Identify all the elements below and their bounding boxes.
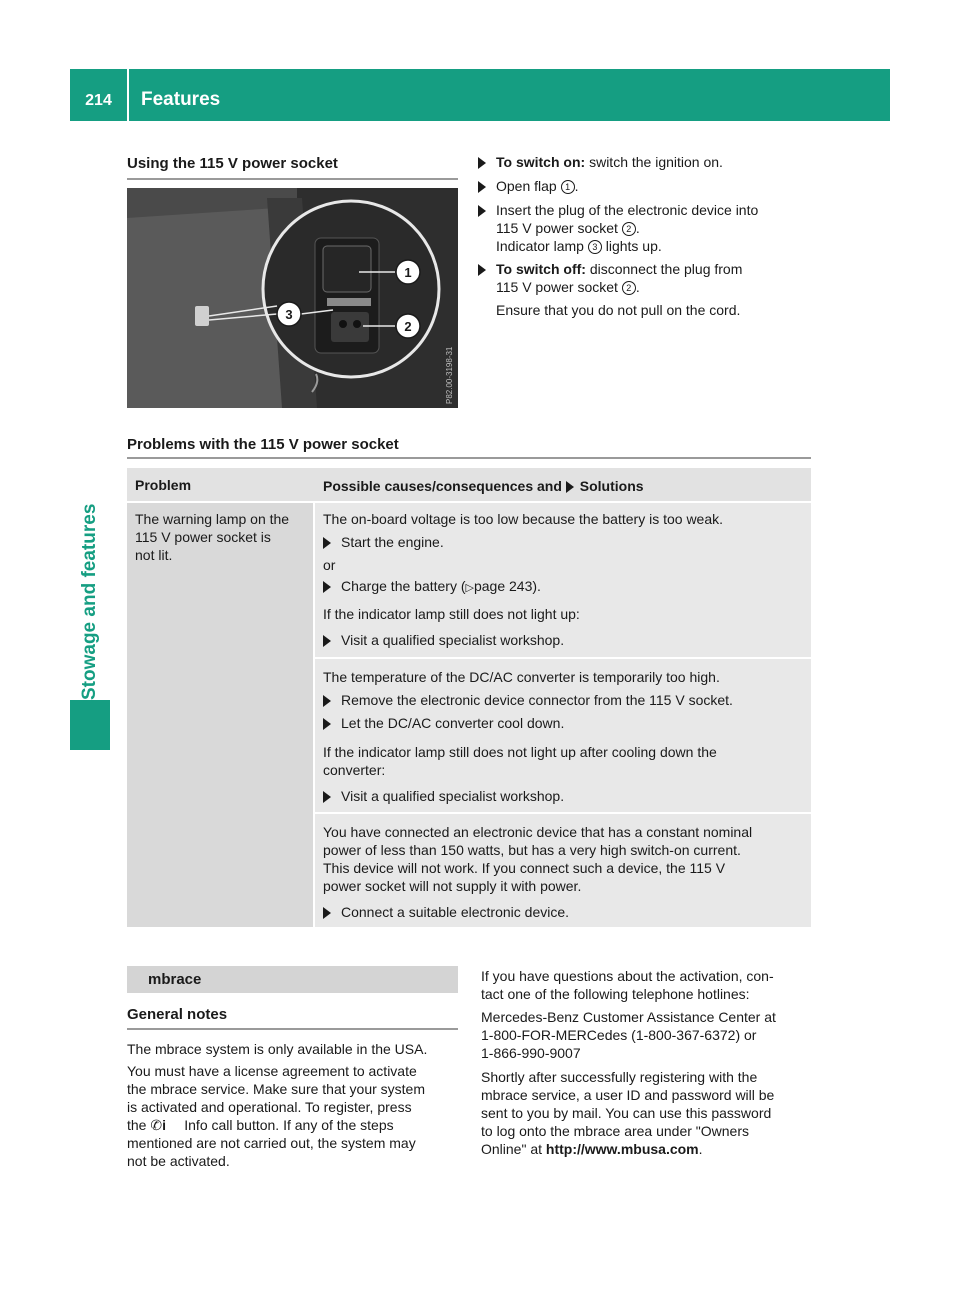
callout-icon: 3 (588, 240, 602, 254)
arrow-icon (478, 181, 486, 193)
socket-illustration (127, 188, 458, 408)
side-tab-marker (70, 700, 110, 750)
arrow-icon (323, 537, 331, 549)
arrow-icon (323, 695, 331, 707)
mbrace-r2: Mercedes-Benz Customer Assistance Center at 1-800-FOR-MERCedes (1-800-367-6372) or 1-866-990-9007 (481, 1009, 776, 1061)
section-heading-problems: Problems with the 115 V power socket (127, 436, 399, 453)
cause-3-text: You have connected an electronic device that has a constant nominal power of less than 150 watts, but has a very high switch-on current. This device will not work. If you connect such a device, the 115 V power socket will not supply it with power. (323, 824, 753, 894)
page-number: 214 (85, 92, 112, 109)
page-header (70, 69, 890, 121)
arrow-icon (478, 157, 486, 169)
callout-icon: 1 (561, 180, 575, 194)
row-separator (315, 812, 811, 814)
cause-2-check: If the indicator lamp still does not light up after cooling down the converter: (323, 744, 717, 778)
heading-rule (127, 178, 458, 180)
arrow-icon (478, 205, 486, 217)
cause-2-step-2: Let the DC/AC converter cool down. (323, 714, 564, 732)
mbusa-link[interactable]: http://www.mbusa.com (545, 1141, 699, 1157)
mbrace-r3: Shortly after successfully registering with the mbrace service, a user ID and password will be sent to you by mail. You can use this password to log onto the mbrace area under "Owners Online" at http://www.mbusa.com. (481, 1069, 775, 1157)
callout-icon: 2 (622, 281, 636, 295)
mbrace-p1: The mbrace system is only available in the USA. (127, 1041, 428, 1057)
cord-note: Ensure that you do not pull on the cord. (496, 302, 741, 318)
col-header-problem: Problem (135, 477, 192, 493)
callout-2: 2 (404, 319, 412, 334)
step-open-flap: Open flap 1 . (478, 177, 579, 195)
problem-text: The warning lamp on the 115 V power socket is not lit. (135, 511, 290, 563)
info-call-button-icon: ✆i (150, 1117, 166, 1133)
cause-1-text: The on-board voltage is too low because the battery is too weak. (323, 511, 724, 527)
figure-code: P82.00-3198-31 (445, 346, 454, 404)
cause-3-step-1: Connect a suitable electronic device. (323, 903, 569, 921)
cause-2-step-1: Remove the electronic device connector from the 115 V socket. (323, 691, 733, 709)
chapter-title: Features (141, 89, 221, 110)
mbrace-title: mbrace (148, 971, 202, 988)
arrow-icon (478, 264, 486, 276)
cause-2-step-3: Visit a qualified specialist workshop. (323, 787, 564, 805)
socket-figure (127, 188, 458, 408)
arrow-icon (323, 907, 331, 919)
arrow-icon (323, 718, 331, 730)
heading-rule (127, 457, 811, 459)
cause-1-or: or (323, 557, 336, 573)
arrow-icon (566, 481, 574, 493)
section-heading-socket: Using the 115 V power socket (127, 155, 338, 172)
arrow-icon (323, 791, 331, 803)
mbrace-r1: If you have questions about the activation, con- tact one of the following telephone hotlines: (481, 968, 774, 1002)
cause-1-check: If the indicator lamp still does not light up: (323, 606, 580, 622)
cause-1-step-1: Start the engine. (323, 533, 444, 551)
side-tab-label: Stowage and features (79, 503, 100, 700)
header-divider (127, 69, 129, 121)
step-insert-plug: Insert the plug of the electronic device into 115 V power socket 2 . Indicator lamp 3 lights up. (478, 201, 758, 255)
col-header-solutions: Possible causes/consequences and Solutions (323, 478, 644, 494)
callout-3: 3 (285, 307, 293, 322)
callout-1: 1 (404, 265, 412, 280)
row-separator (315, 657, 811, 659)
table-problem-cell (127, 503, 313, 927)
cause-1-step-3: Visit a qualified specialist workshop. (323, 631, 564, 649)
heading-rule (127, 1028, 458, 1030)
general-notes-heading: General notes (127, 1006, 228, 1023)
cause-2-text: The temperature of the DC/AC converter is temporarily too high. (323, 669, 720, 685)
page-ref-icon: ▷ (465, 582, 474, 594)
arrow-icon (323, 635, 331, 647)
step-switch-on: To switch on: switch the ignition on. (478, 153, 723, 171)
cause-1-step-2: Charge the battery (▷page 243). (323, 577, 541, 597)
mbrace-p2: You must have a license agreement to activate the mbrace service. Make sure that your system is activated and operational. To register, press the ✆i Info call button. If any of the steps mentioned are not carried out, the system may not be activated. (127, 1063, 425, 1169)
arrow-icon (323, 581, 331, 593)
step-switch-off: To switch off: disconnect the plug from 115 V power socket 2 . (478, 260, 742, 296)
callout-icon: 2 (622, 222, 636, 236)
